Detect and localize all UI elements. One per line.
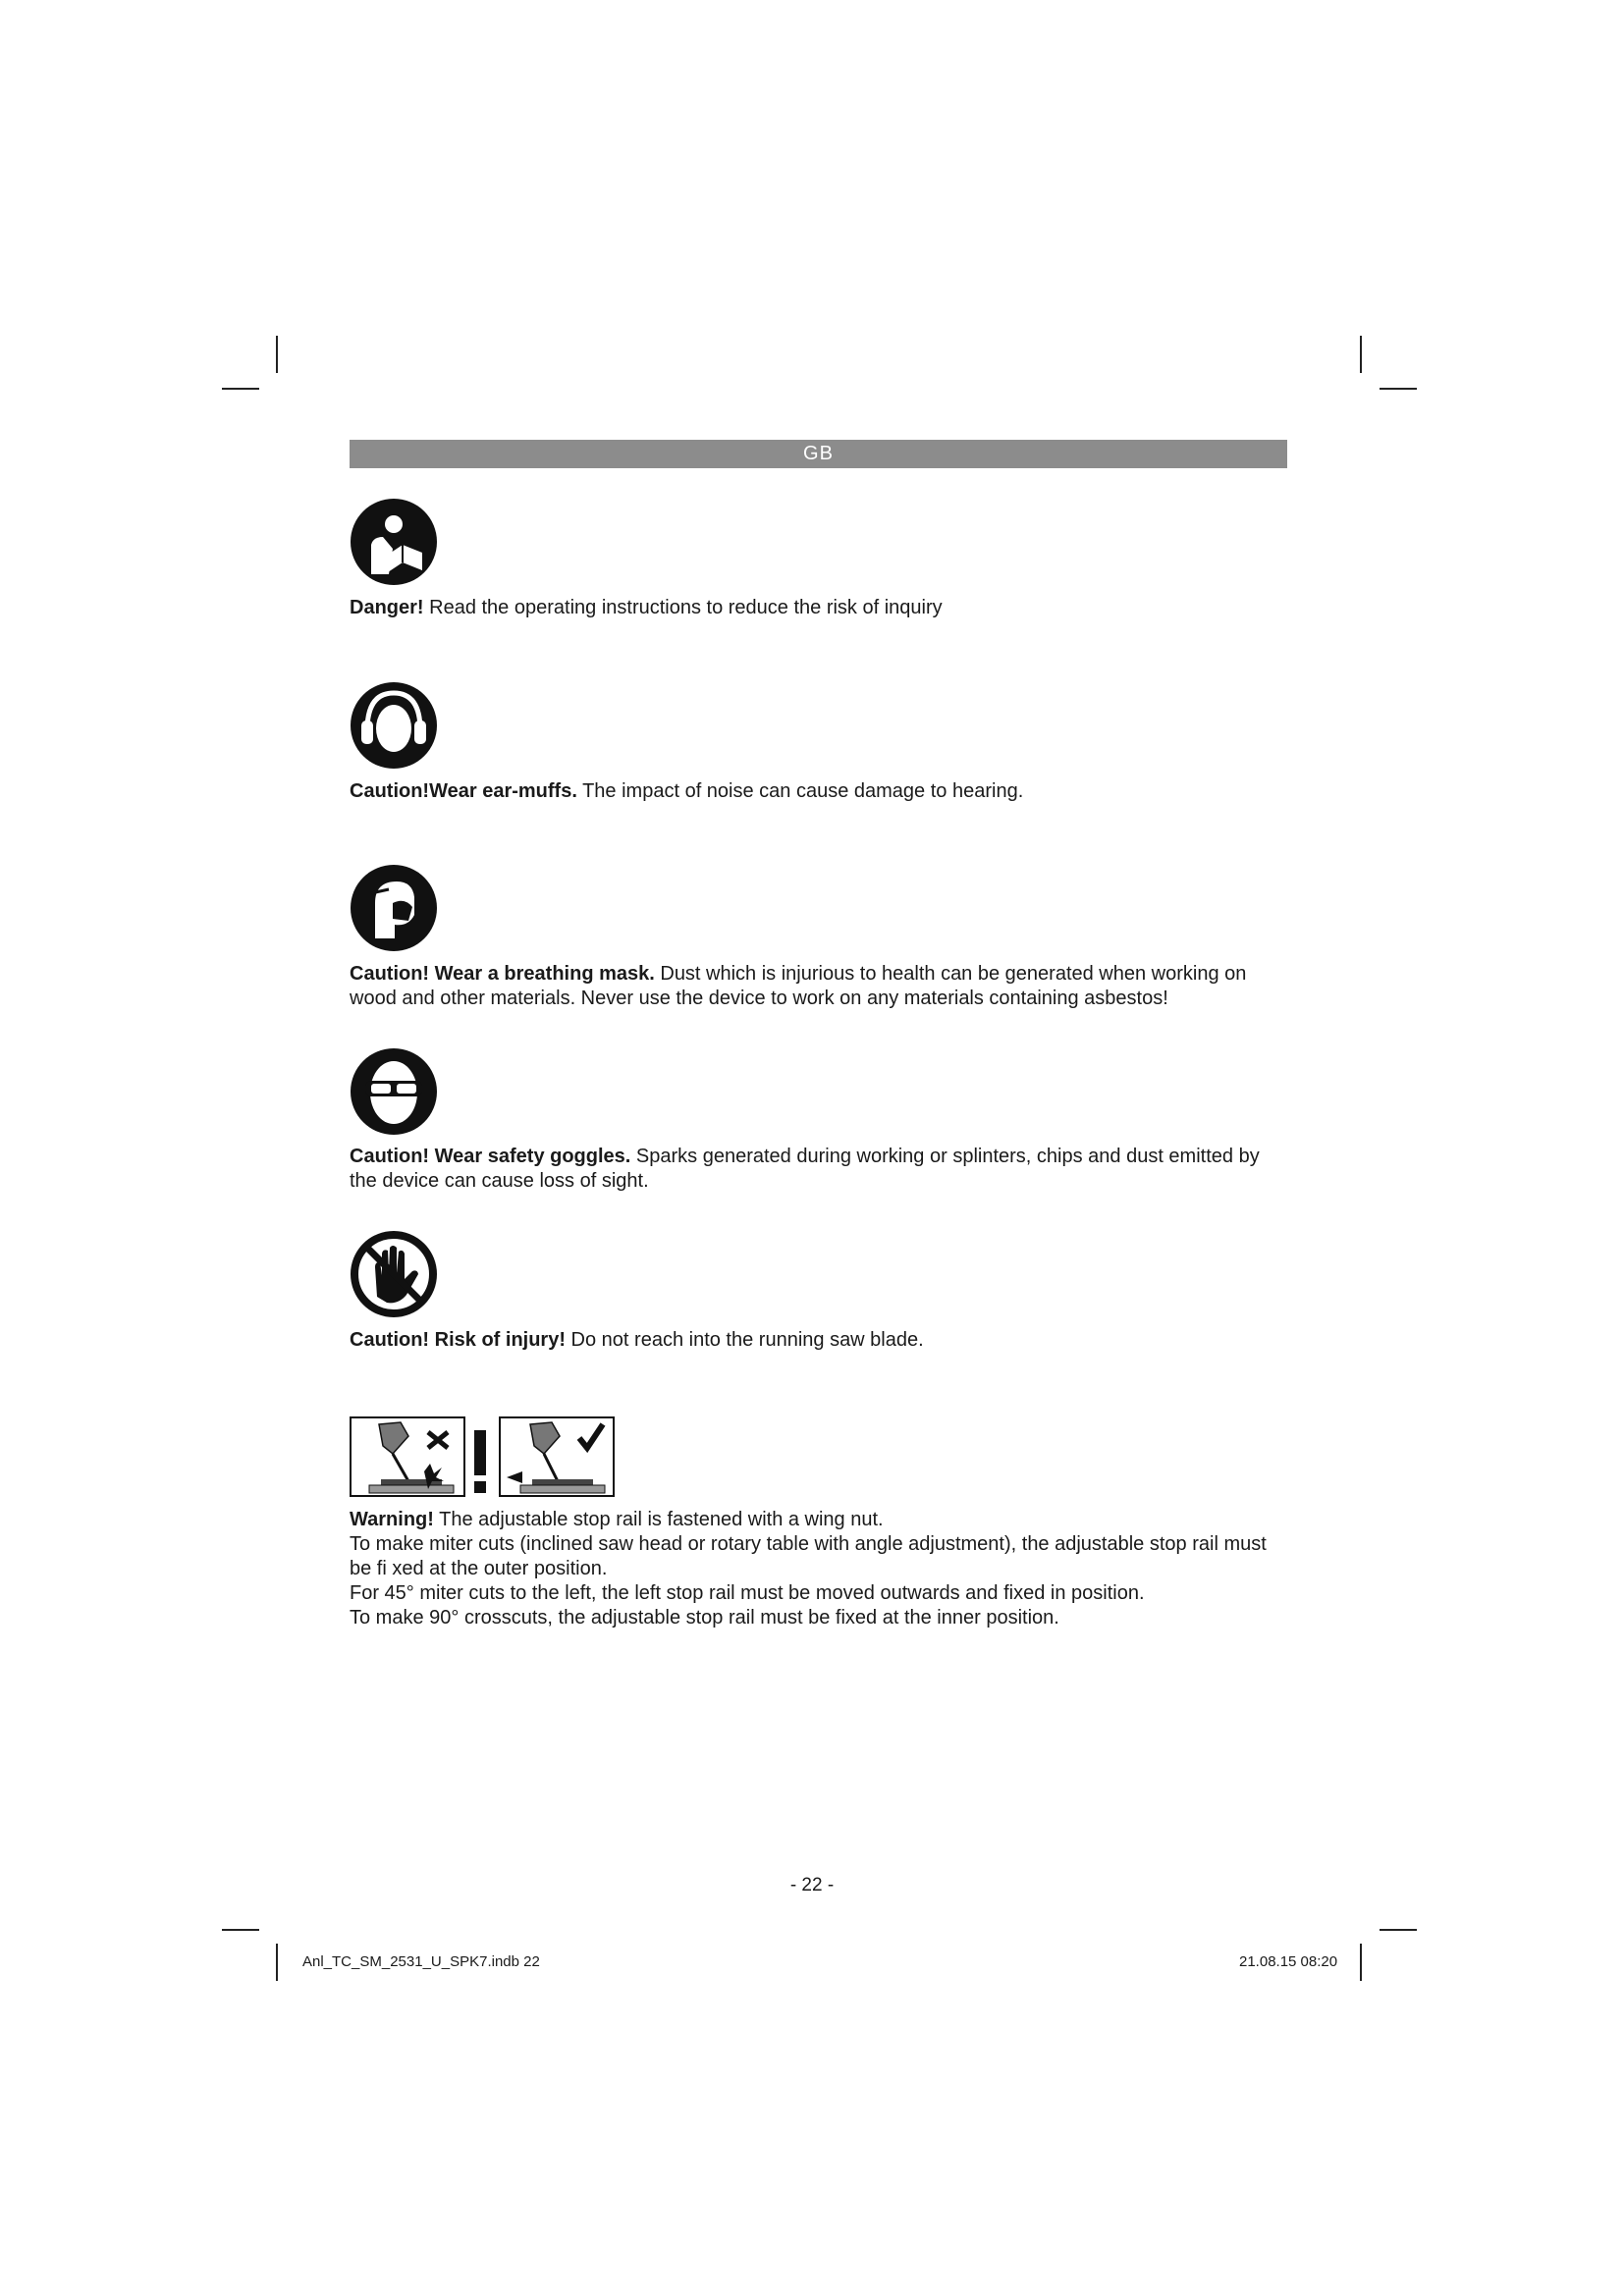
warning-line: To make miter cuts (inclined saw head or rotary table with angle adjustment), the adjustable stop rail must be fi xed at the outer position. xyxy=(350,1533,1267,1579)
no-hands-icon xyxy=(350,1230,438,1318)
notice-title: Caution! Wear a breathing mask. xyxy=(350,963,655,985)
warning-line: The adjustable stop rail is fastened with a wing nut. xyxy=(433,1509,884,1530)
warning-line: To make 90° crosscuts, the adjustable stop rail must be fixed at the inner position. xyxy=(350,1607,1059,1629)
file-name: Anl_TC_SM_2531_U_SPK7.indb 22 xyxy=(302,1953,540,1970)
safety-goggles-icon xyxy=(350,1047,438,1136)
ear-muffs-icon xyxy=(350,681,438,770)
notice-body: Read the operating instructions to reduce the risk of inquiry xyxy=(423,597,943,618)
crop-mark xyxy=(222,388,259,390)
safety-goggles-notice xyxy=(350,1145,1292,1194)
warning-line: For 45° miter cuts to the left, the left stop rail must be moved outwards and fixed in position. xyxy=(350,1582,1145,1604)
risk-of-injury-notice xyxy=(350,1328,1292,1353)
notice-title: Caution! Wear safety goggles. xyxy=(350,1146,631,1167)
breathing-mask-icon xyxy=(350,864,438,952)
notice-body: Sparks generated during working or splinters, chips and dust emitted by the device can cause loss of sight. xyxy=(350,1146,1260,1192)
crop-mark xyxy=(276,1944,278,1981)
language-header: GB xyxy=(350,440,1287,468)
crop-mark xyxy=(1380,1929,1417,1931)
read-manual-icon xyxy=(350,498,438,586)
notice-body: Dust which is injurious to health can be generated when working on wood and other materials. Never use the device to work on any materials containing asbestos! xyxy=(350,963,1247,1009)
notice-title: Danger! xyxy=(350,597,424,618)
danger-notice xyxy=(350,596,1292,620)
page-number: - 22 - xyxy=(789,1875,835,1896)
crop-mark xyxy=(222,1929,259,1931)
crop-mark xyxy=(276,336,278,373)
ear-muffs-notice xyxy=(350,779,1292,804)
stop-rail-warning xyxy=(350,1508,1292,1630)
print-timestamp: 21.08.15 08:20 xyxy=(1239,1953,1338,1970)
warning-title: Warning! xyxy=(350,1509,434,1530)
notice-title: Caution! Risk of injury! xyxy=(350,1329,566,1351)
crop-mark xyxy=(1360,336,1362,373)
notice-body: Do not reach into the running saw blade. xyxy=(566,1329,924,1351)
crop-mark xyxy=(1380,388,1417,390)
breathing-mask-notice xyxy=(350,962,1292,1011)
notice-title: Caution!Wear ear-muffs. xyxy=(350,780,577,802)
notice-body: The impact of noise can cause damage to hearing. xyxy=(576,780,1024,802)
crop-mark xyxy=(1360,1944,1362,1981)
stop-rail-diagram-icon xyxy=(350,1416,617,1499)
